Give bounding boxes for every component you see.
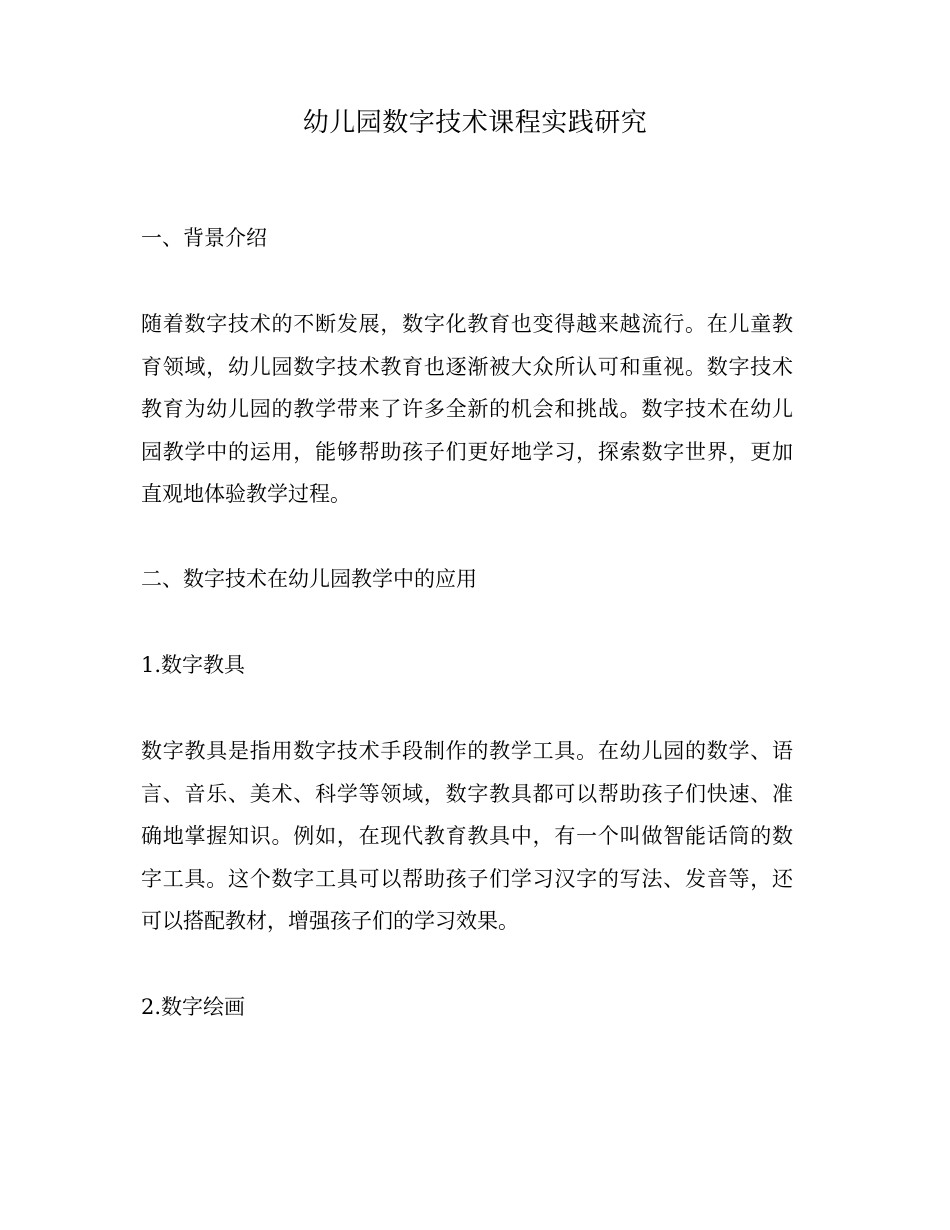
paragraph-line: 教育为幼儿园的教学带来了许多全新的机会和挑战。数字技术在幼儿 xyxy=(141,397,793,421)
paragraph-line: 字工具。这个数字工具可以帮助孩子们学习汉字的写法、发音等，还 xyxy=(141,866,793,891)
paragraph-digital-teaching-aids xyxy=(141,730,801,943)
paragraph-line: 可以搭配教材，增强孩子们的学习效果。 xyxy=(141,909,519,933)
subsection-heading-digital-painting: 2.数字绘画 xyxy=(141,995,246,1019)
section-heading-applications: 二、数字技术在幼儿园教学中的应用 xyxy=(141,567,477,591)
paragraph-line: 随着数字技术的不断发展，数字化教育也变得越来越流行。在儿童教 xyxy=(141,312,793,336)
document-title: 幼儿园数字技术课程实践研究 xyxy=(302,108,648,138)
paragraph-line: 确地掌握知识。例如，在现代教育教具中，有一个叫做智能话筒的数 xyxy=(141,824,793,848)
subsection-heading-digital-teaching-aids: 1.数字教具 xyxy=(141,653,246,677)
paragraph-background xyxy=(141,303,801,516)
paragraph-line: 言、音乐、美术、科学等领域，数字教具都可以帮助孩子们快速、准 xyxy=(141,781,793,806)
paragraph-line: 数字教具是指用数字技术手段制作的教学工具。在幼儿园的数学、语 xyxy=(141,739,793,763)
paragraph-line: 直观地体验教学过程。 xyxy=(141,482,351,506)
section-heading-background: 一、背景介绍 xyxy=(141,226,267,250)
paragraph-line: 育领域，幼儿园数字技术教育也逐渐被大众所认可和重视。数字技术 xyxy=(141,354,793,379)
paragraph-line: 园教学中的运用，能够帮助孩子们更好地学习，探索数字世界，更加 xyxy=(141,439,793,464)
